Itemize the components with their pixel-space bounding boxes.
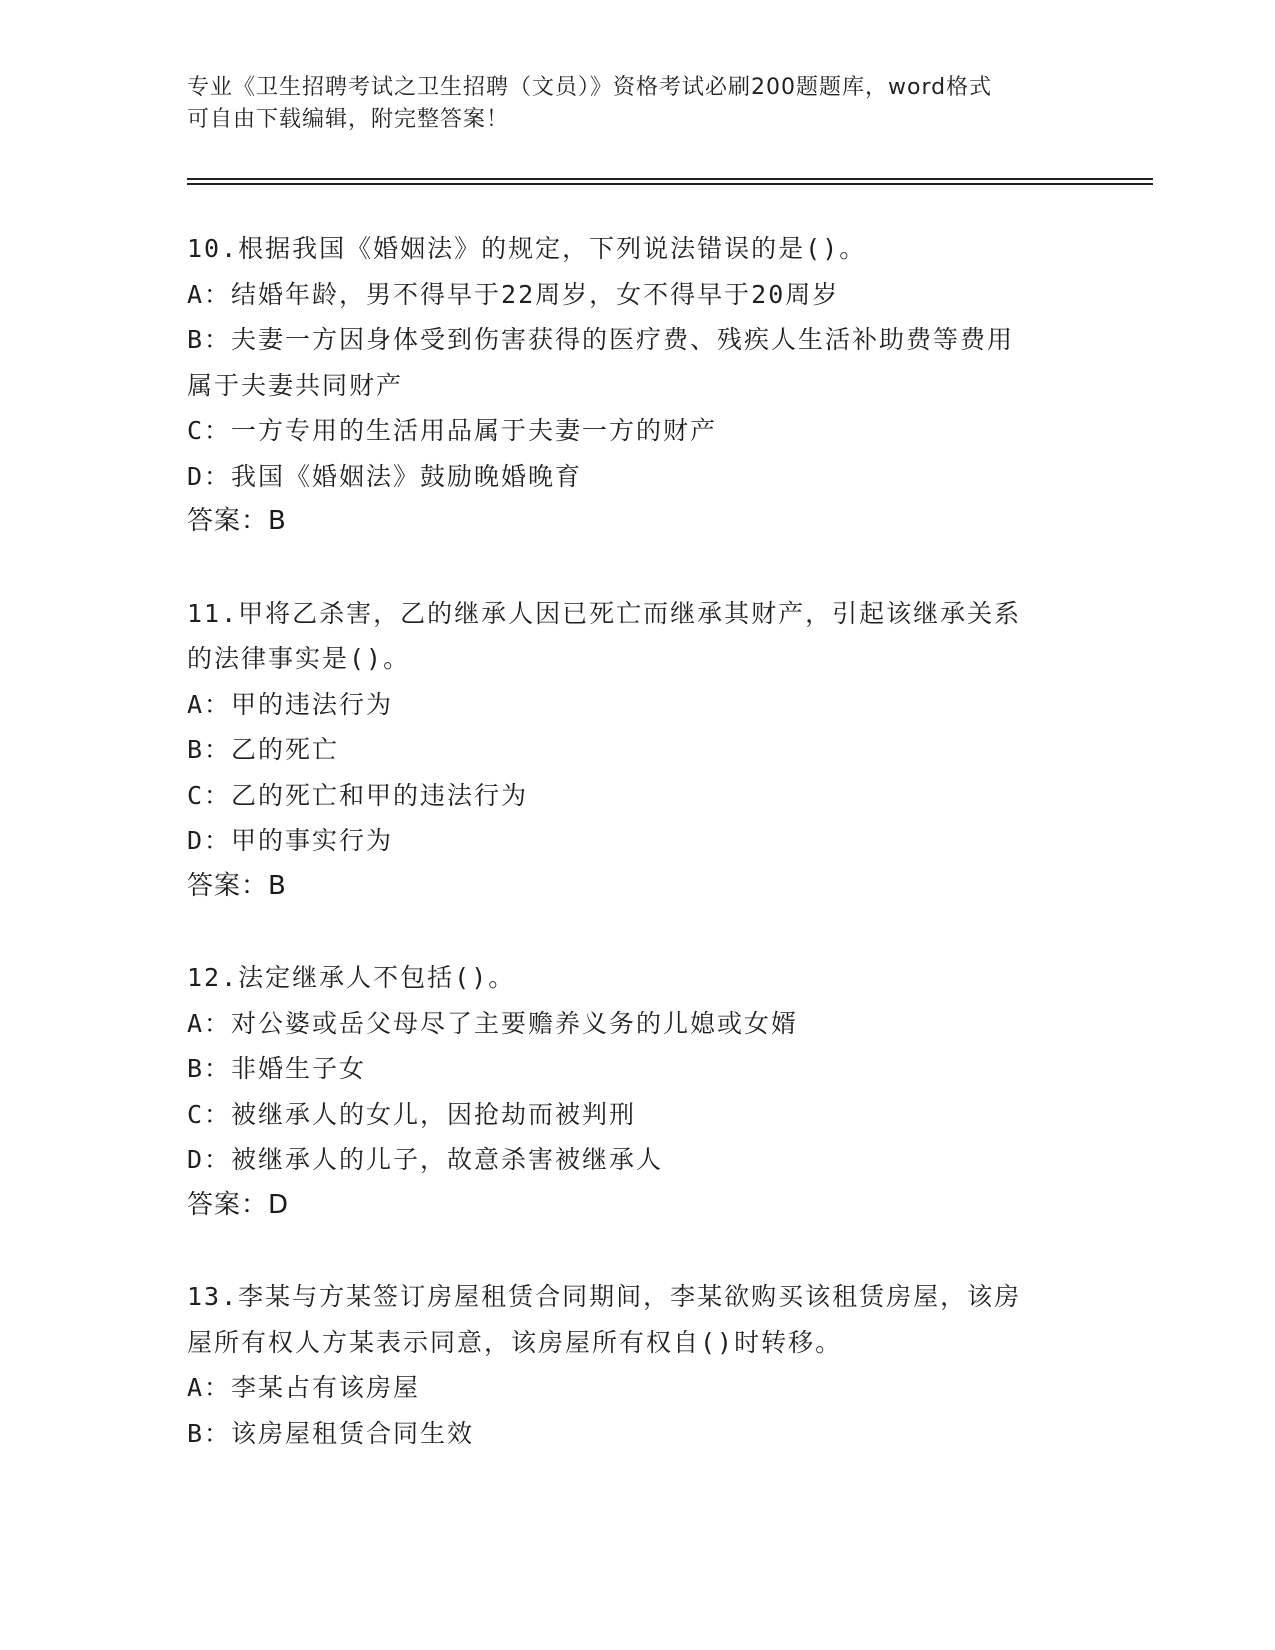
answer-key: 答案：B bbox=[187, 870, 287, 901]
answer-option-line: B：乙的死亡 bbox=[187, 735, 340, 764]
answer-option-line: A：甲的违法行为 bbox=[187, 689, 394, 719]
header-line-1: 专业《卫生招聘考试之卫生招聘（文员）》资格考试必刷200题题库，word格式 bbox=[187, 75, 993, 100]
answer-option-line: B：夫妻一方因身体受到伤害获得的医疗费、残疾人生活补助费等费用 bbox=[187, 325, 1015, 354]
header-divider-bottom bbox=[187, 183, 1153, 185]
answer-option-line: A：结婚年龄，男不得早于22周岁，女不得早于20周岁 bbox=[187, 279, 840, 309]
answer-option-line: A：李某占有该房屋 bbox=[187, 1373, 421, 1402]
question-block bbox=[187, 226, 1087, 545]
answer-option-line: D：我国《婚姻法》鼓励晚婚晚育 bbox=[187, 461, 583, 491]
answer-option-line: C：乙的死亡和甲的违法行为 bbox=[187, 780, 529, 810]
question-stem-line: 13.李某与方某签订房屋租赁合同期间，李某欲购买该租赁房屋，该房 bbox=[187, 1282, 1022, 1311]
answer-option-line: C：一方专用的生活用品属于夫妻一方的财产 bbox=[187, 416, 718, 445]
answer-key: 答案：B bbox=[187, 506, 287, 536]
question-block bbox=[187, 591, 1087, 910]
question-list bbox=[187, 226, 1087, 1502]
header-line-2: 可自由下载编辑，附完整答案！ bbox=[187, 107, 510, 132]
question-stem-line: 12.法定继承人不包括()。 bbox=[187, 963, 516, 992]
answer-option-line: 属于夫妻共同财产 bbox=[187, 370, 404, 400]
question-stem-line: 屋所有权人方某表示同意，该房屋所有权自()时转移。 bbox=[187, 1327, 843, 1357]
document-header bbox=[187, 72, 1087, 136]
answer-option-line: D：甲的事实行为 bbox=[187, 826, 394, 855]
answer-option-line: C：被继承人的女儿，因抢劫而被判刑 bbox=[187, 1099, 637, 1129]
question-block bbox=[187, 1274, 1087, 1456]
question-stem-line: 的法律事实是()。 bbox=[187, 644, 411, 673]
answer-option-line: A：对公婆或岳父母尽了主要赡养义务的儿媳或女婿 bbox=[187, 1008, 799, 1038]
question-stem-line: 10.根据我国《婚姻法》的规定，下列说法错误的是()。 bbox=[187, 234, 867, 263]
question-block bbox=[187, 955, 1087, 1228]
question-stem-line: 11.甲将乙杀害，乙的继承人因已死亡而继承其财产，引起该继承关系 bbox=[187, 598, 1022, 628]
answer-key: 答案：D bbox=[187, 1189, 290, 1220]
header-divider-top bbox=[187, 178, 1153, 180]
answer-option-line: D：被继承人的儿子，故意杀害被继承人 bbox=[187, 1145, 664, 1174]
answer-option-line: B：该房屋租赁合同生效 bbox=[187, 1418, 475, 1448]
answer-option-line: B：非婚生子女 bbox=[187, 1054, 367, 1083]
